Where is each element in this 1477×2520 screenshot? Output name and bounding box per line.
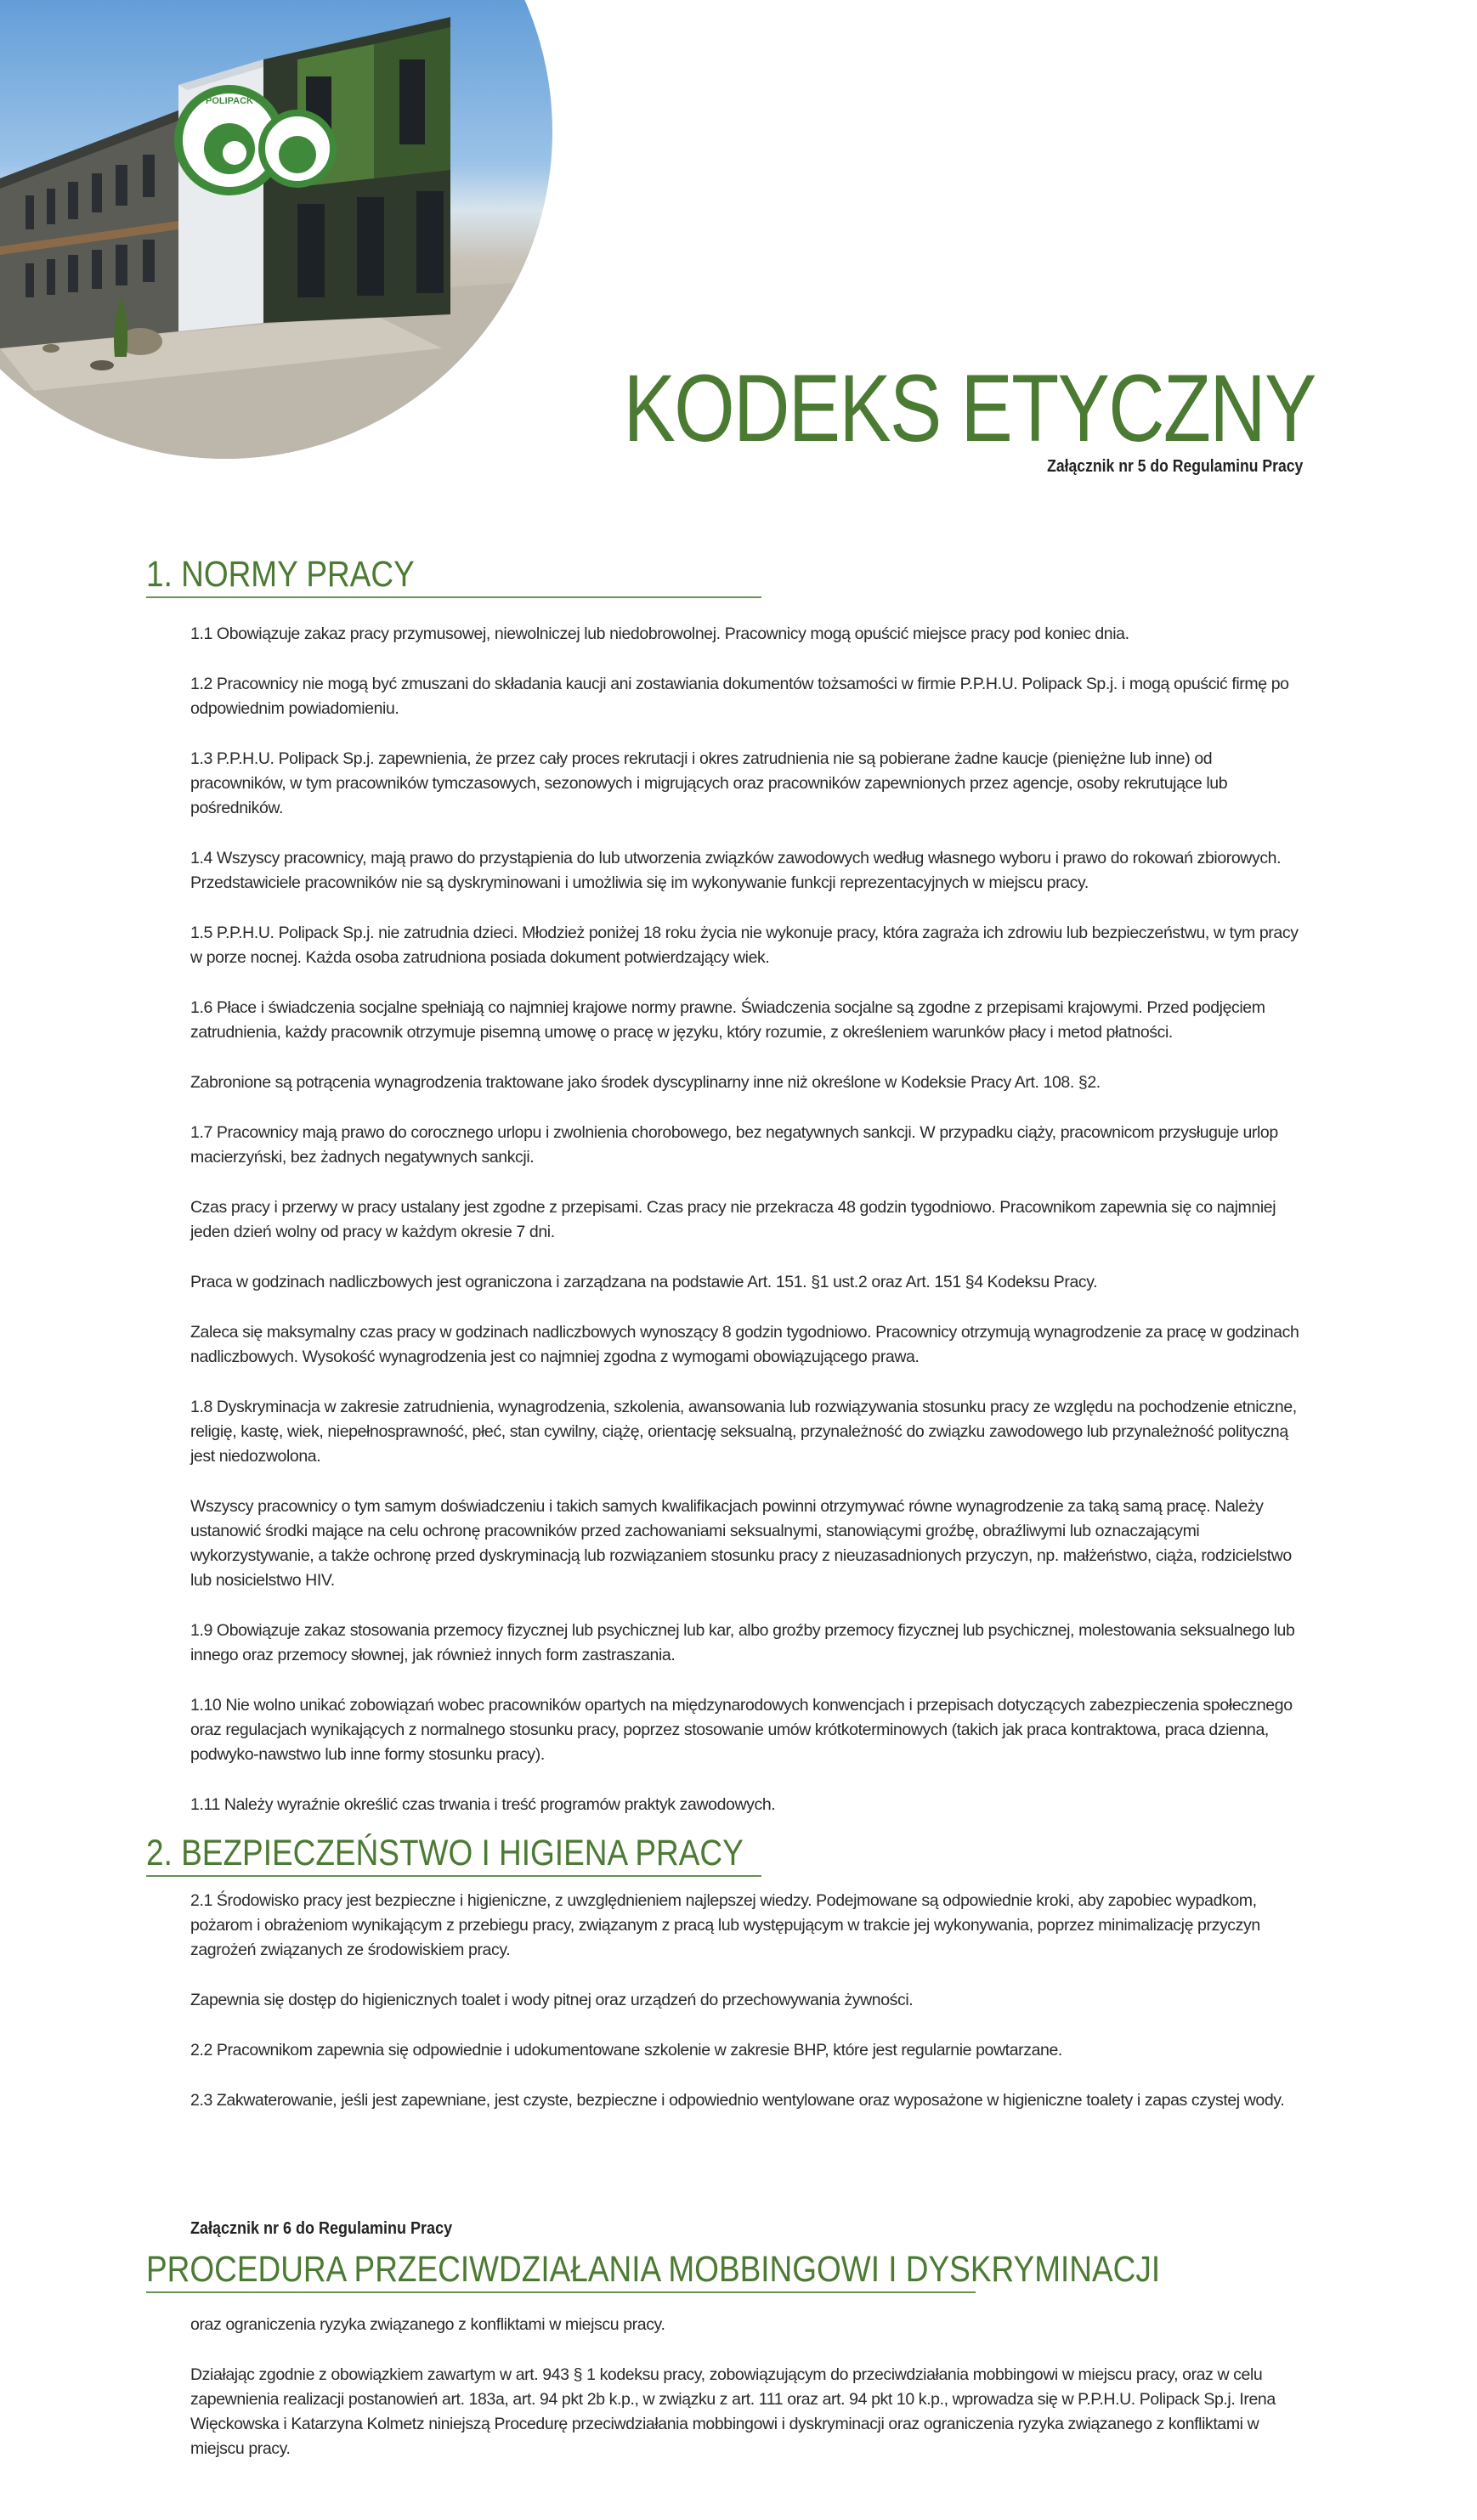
paragraph: Wszyscy pracownicy o tym samym doświadczeniu i takich samych kwalifikacjach powinni otrzymywać równe wynagrodzenie za taką samą pracę. Należy ustanowić środki mające na celu ochronę pracowników przed zachowaniami seksualnymi, stanowiącymi groźbę, obraźliwymi lub oznaczającymi wykorzystywanie, a także ochronę przed dyskryminacją lub rozwiązaniem stosunku pracy z nieuzasadnionych przyczyn, np. małżeństwo, ciąża, rodzicielstwo lub nosicielstwo HIV.: [190, 1497, 1292, 1590]
document-title: KODEKS ETYCZNY: [624, 355, 1316, 461]
paragraph: 1.1 Obowiązuje zakaz pracy przymusowej, niewolniczej lub niedobrowolnej. Pracownicy mogą opuścić miejsce pracy pod koniec dnia.: [190, 624, 1129, 643]
paragraph: 1.6 Płace i świadczenia socjalne spełniają co najmniej krajowe normy prawne. Świadczenia socjalne są zgodne z przepisami krajowymi. Przed podjęciem zatrudnienia, każdy pracownik otrzymuje pisemną umowę o pracę w języku, który rozumie, z określeniem warunków płacy i metod płatności.: [190, 998, 1265, 1042]
section-divider: [146, 596, 761, 598]
paragraph: 1.10 Nie wolno unikać zobowiązań wobec pracowników opartych na międzynarodowych konwencjach i przepisach dotyczących zabezpieczenia społecznego oraz regulacjach wynikających z normalnego stosunku pracy, poprzez stosowanie umów krótkoterminowych (takich jak praca kontraktowa, praca dzienna, podwyko-nawstwo lub inne formy stosunku pracy).: [190, 1696, 1293, 1764]
hero-photo: [0, 0, 552, 459]
paragraph: 1.5 P.P.H.U. Polipack Sp.j. nie zatrudnia dzieci. Młodzież poniżej 18 roku życia nie wykonuje pracy, która zagraża ich zdrowiu lub bezpieczeństwu, w tym pracy w porze nocnej. Każda osoba zatrudniona posiada dokument potwierdzający wiek.: [190, 924, 1299, 967]
attachment-label: Załącznik nr 6 do Regulaminu Pracy: [190, 2219, 453, 2238]
paragraph: 1.9 Obowiązuje zakaz stosowania przemocy fizycznej lub psychicznej lub kar, albo groźby przemocy fizycznej lub psychicznej, molestowania seksualnego lub innego oraz przemocy słownej, jak również innych form zastraszania.: [190, 1621, 1295, 1664]
section-divider: [146, 1875, 761, 1877]
building-illustration: [0, 0, 552, 459]
section-body-procedura: [190, 2313, 1304, 2487]
paragraph: 1.3 P.P.H.U. Polipack Sp.j. zapewnienia, że przez cały proces rekrutacji i okres zatrudnienia nie są pobierane żadne kaucje (pieniężne lub inne) od pracowników, w tym pracowników tymczasowych, sezonowych i migrujących oraz pracowników zapewnionych przez agencje, osoby rekrutujące lub pośredników.: [190, 749, 1228, 817]
section-title-bhp: 2. BEZPIECZEŃSTWO I HIGIENA PRACY: [146, 1833, 744, 1873]
paragraph: 1.2 Pracownicy nie mogą być zmuszani do składania kaucji ani zostawiania dokumentów tożsamości w firmie P.P.H.U. Polipack Sp.j. i mogą opuścić firmę po odpowiednim powiadomieniu.: [190, 675, 1289, 718]
paragraph: 1.8 Dyskryminacja w zakresie zatrudnienia, wynagrodzenia, szkolenia, awansowania lub rozwiązywania stosunku pracy ze względu na pochodzenie etniczne, religię, kastę, wiek, niepełnosprawność, płeć, stan cywilny, ciążę, orientację seksualną, przynależność do związku zawodowego lub przynależność polityczną jest niedozwolona.: [190, 1398, 1297, 1466]
paragraph: 2.2 Pracownikom zapewnia się odpowiednie i udokumentowane szkolenie w zakresie BHP, które jest regularnie powtarzane.: [190, 2041, 1062, 2060]
paragraph: Czas pracy i przerwy w pracy ustalany jest zgodne z przepisami. Czas pracy nie przekracza 48 godzin tygodniowo. Pracownikom zapewnia się co najmniej jeden dzień wolny od pracy w każdym okresie 7 dni.: [190, 1198, 1276, 1241]
paragraph: Praca w godzinach nadliczbowych jest ograniczona i zarządzana na podstawie Art. 151. §1 ust.2 oraz Art. 151 §4 Kodeksu Pracy.: [190, 1273, 1098, 1291]
paragraph: 1.11 Należy wyraźnie określić czas trwania i treść programów praktyk zawodowych.: [190, 1795, 776, 1814]
paragraph: 1.7 Pracownicy mają prawo do corocznego urlopu i zwolnienia chorobowego, bez negatywnych sankcji. W przypadku ciąży, pracownicom przysługuje urlop macierzyński, bez żadnych negatywnych sankcji.: [190, 1123, 1278, 1167]
section-divider: [146, 2291, 976, 2293]
document-subtitle: Załącznik nr 5 do Regulaminu Pracy: [1046, 457, 1303, 476]
paragraph: 1.4 Wszyscy pracownicy, mają prawo do przystąpienia do lub utworzenia związków zawodowych według własnego wyboru i prawo do rokowań zbiorowych. Przedstawiciele pracowników nie są dyskryminowani i umożliwia się im wykonywanie funkcji reprezentacyjnych w miejscu pracy.: [190, 849, 1282, 892]
section-body-normy-pracy: [190, 622, 1304, 1843]
paragraph: Działając zgodnie z obowiązkiem zawartym w art. 943 § 1 kodeksu pracy, zobowiązującym do przeciwdziałania mobbingowi w miejscu pracy, oraz w celu zapewnienia realizacji postanowień art. 183a, art. 94 pkt 2b k.p., w związku z art. 111 oraz art. 94 pkt 10 k.p., wprowadza się w P.P.H.U. Polipack Sp.j. Irena Więckowska i Katarzyna Kolmetz niniejszą Procedurę przeciwdziałania mobbingowi i dyskryminacji oraz ograniczenia ryzyka związanego z konfliktami w miejscu pracy.: [190, 2365, 1276, 2458]
paragraph: Zapewnia się dostęp do higienicznych toalet i wody pitnej oraz urządzeń do przechowywania żywności.: [190, 1991, 914, 2009]
paragraph: 2.1 Środowisko pracy jest bezpieczne i higieniczne, z uwzględnieniem najlepszej wiedzy. Podejmowane są odpowiednie kroki, aby zapobiec wypadkom, pożarom i obrażeniom wynikającym z przebiegu pracy, związanym z pracą lub występującym w trakcie jej wykonywania, poprzez minimalizację przyczyn zagrożeń związanych ze środowiskiem pracy.: [190, 1891, 1260, 1959]
logo-text: POLIPACK: [205, 96, 254, 106]
paragraph: 2.3 Zakwaterowanie, jeśli jest zapewniane, jest czyste, bezpieczne i odpowiednio wentylowane oraz wyposażone w higieniczne toalety i zapas czystej wody.: [190, 2091, 1285, 2110]
paragraph: Zaleca się maksymalny czas pracy w godzinach nadliczbowych wynoszący 8 godzin tygodniowo. Pracownicy otrzymują wynagrodzenie za pracę w godzinach nadliczbowych. Wysokość wynagrodzenia jest co najmniej zgodna z wymogami obowiązującego prawa.: [190, 1323, 1299, 1366]
section-title-procedura: PROCEDURA PRZECIWDZIAŁANIA MOBBINGOWI I DYSKRYMINACJI: [146, 2249, 1161, 2290]
section-title-normy-pracy: 1. NORMY PRACY: [146, 554, 415, 595]
paragraph: oraz ograniczenia ryzyka związanego z konfliktami w miejscu pracy.: [190, 2315, 665, 2334]
section-body-bhp: [190, 1889, 1304, 2139]
paragraph: Zabronione są potrącenia wynagrodzenia traktowane jako środek dyscyplinarny inne niż określone w Kodeksie Pracy Art. 108. §2.: [190, 1073, 1101, 1092]
